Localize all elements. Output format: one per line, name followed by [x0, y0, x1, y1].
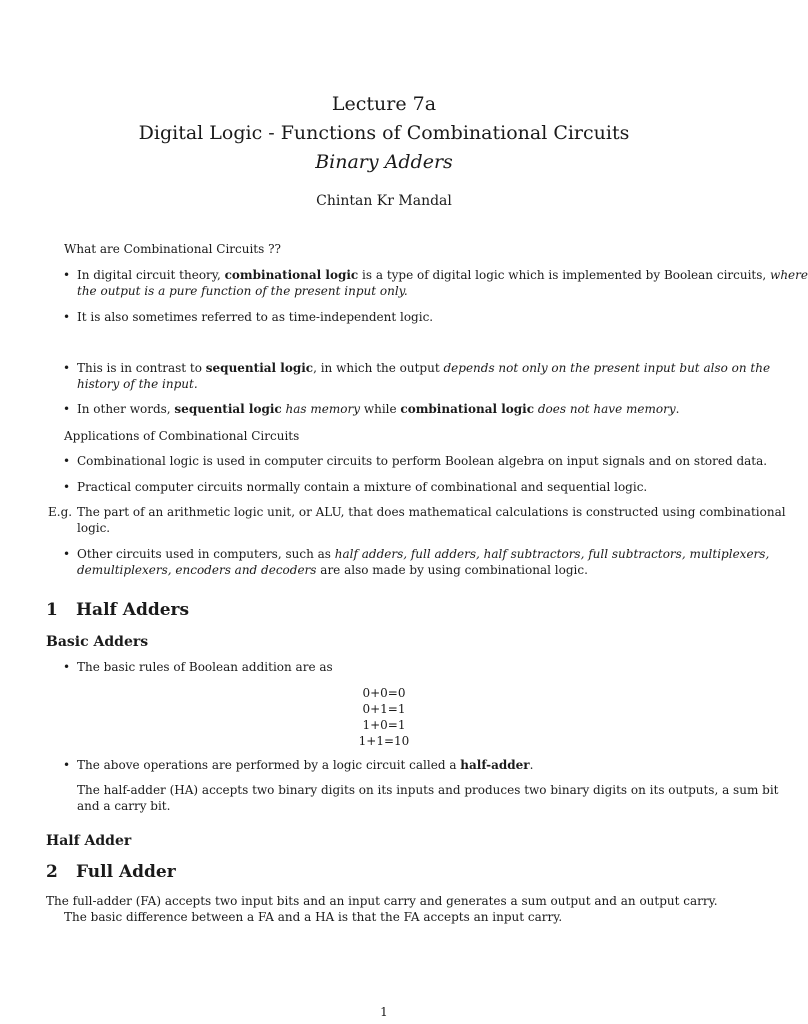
- bullet-icon: •: [63, 268, 71, 282]
- bullet-icon: •: [63, 547, 71, 561]
- intro-bullet-4: In other words, sequential logic has memory while combinational logic does not have memory.: [77, 402, 680, 416]
- page-number: 1: [380, 1005, 388, 1019]
- half-adder-bullet: The above operations are performed by a logic circuit called a half-adder.: [77, 758, 534, 772]
- boolean-rule-1: 0+0=0: [362, 686, 406, 700]
- applications-bullet-1: Combinational logic is used in computer circuits to perform Boolean algebra on input signals and on stored data.: [77, 454, 768, 468]
- subsection-basic-adders: Basic Adders: [46, 634, 149, 650]
- boolean-rule-3: 1+0=1: [362, 718, 406, 732]
- half-adder-paragraph-line-1: The half-adder (HA) accepts two binary digits on its inputs and produces two binary digits on its outputs, a sum bit: [77, 783, 779, 797]
- intro-bullet-1-line-2: the output is a pure function of the present input only.: [77, 284, 408, 298]
- intro-bullet-3-line-2: history of the input.: [77, 377, 198, 391]
- section-2-number: 2: [46, 862, 58, 882]
- intro-bullet-2: It is also sometimes referred to as time-independent logic.: [77, 310, 434, 324]
- full-adder-paragraph-2: The basic difference between a FA and a HA is that the FA accepts an input carry.: [64, 910, 563, 924]
- author-name: Chintan Kr Mandal: [316, 193, 452, 209]
- eg-label: E.g.: [48, 505, 73, 519]
- lecture-subtitle: Binary Adders: [315, 151, 453, 173]
- subsection-half-adder: Half Adder: [46, 833, 132, 849]
- bullet-icon: •: [63, 454, 71, 468]
- half-adder-paragraph-line-2: and a carry bit.: [77, 799, 171, 813]
- section-1-number: 1: [46, 600, 58, 620]
- bullet-icon: •: [63, 480, 71, 494]
- lecture-number: Lecture 7a: [331, 93, 437, 115]
- bullet-icon: •: [63, 660, 71, 674]
- bullet-icon: •: [63, 361, 71, 375]
- boolean-rule-4: 1+1=10: [358, 734, 410, 748]
- eg-line-2: logic.: [77, 521, 111, 535]
- applications-heading: Applications of Combinational Circuits: [64, 429, 300, 443]
- boolean-rules-intro: The basic rules of Boolean addition are as: [77, 660, 333, 674]
- bullet-icon: •: [63, 310, 71, 324]
- section-1-title: Half Adders: [76, 600, 190, 620]
- bullet-icon: •: [63, 758, 71, 772]
- intro-bullet-3-line-1: This is in contrast to sequential logic, in which the output depends not only on the present input but also on the: [77, 361, 771, 375]
- eg-line-1: The part of an arithmetic logic unit, or ALU, that does mathematical calculations is constructed using combinational: [77, 505, 786, 519]
- intro-question: What are Combinational Circuits ??: [64, 242, 281, 256]
- applications-bullet-3-line-1: Other circuits used in computers, such as half adders, full adders, half subtractors, full subtractors, multiplexers,: [77, 547, 770, 561]
- full-adder-paragraph-1: The full-adder (FA) accepts two input bits and an input carry and generates a sum output and an output carry.: [46, 894, 718, 908]
- lecture-topic: Digital Logic - Functions of Combinational Circuits: [138, 122, 630, 144]
- bullet-icon: •: [63, 402, 71, 416]
- section-2-title: Full Adder: [76, 862, 176, 882]
- boolean-rule-2: 0+1=1: [362, 702, 406, 716]
- applications-bullet-3-line-2: demultiplexers, encoders and decoders are also made by using combinational logic.: [77, 563, 588, 577]
- applications-bullet-2: Practical computer circuits normally contain a mixture of combinational and sequential logic.: [77, 480, 648, 494]
- intro-bullet-1-line-1: In digital circuit theory, combinational logic is a type of digital logic which is implemented by Boolean circuits, where: [77, 268, 808, 282]
